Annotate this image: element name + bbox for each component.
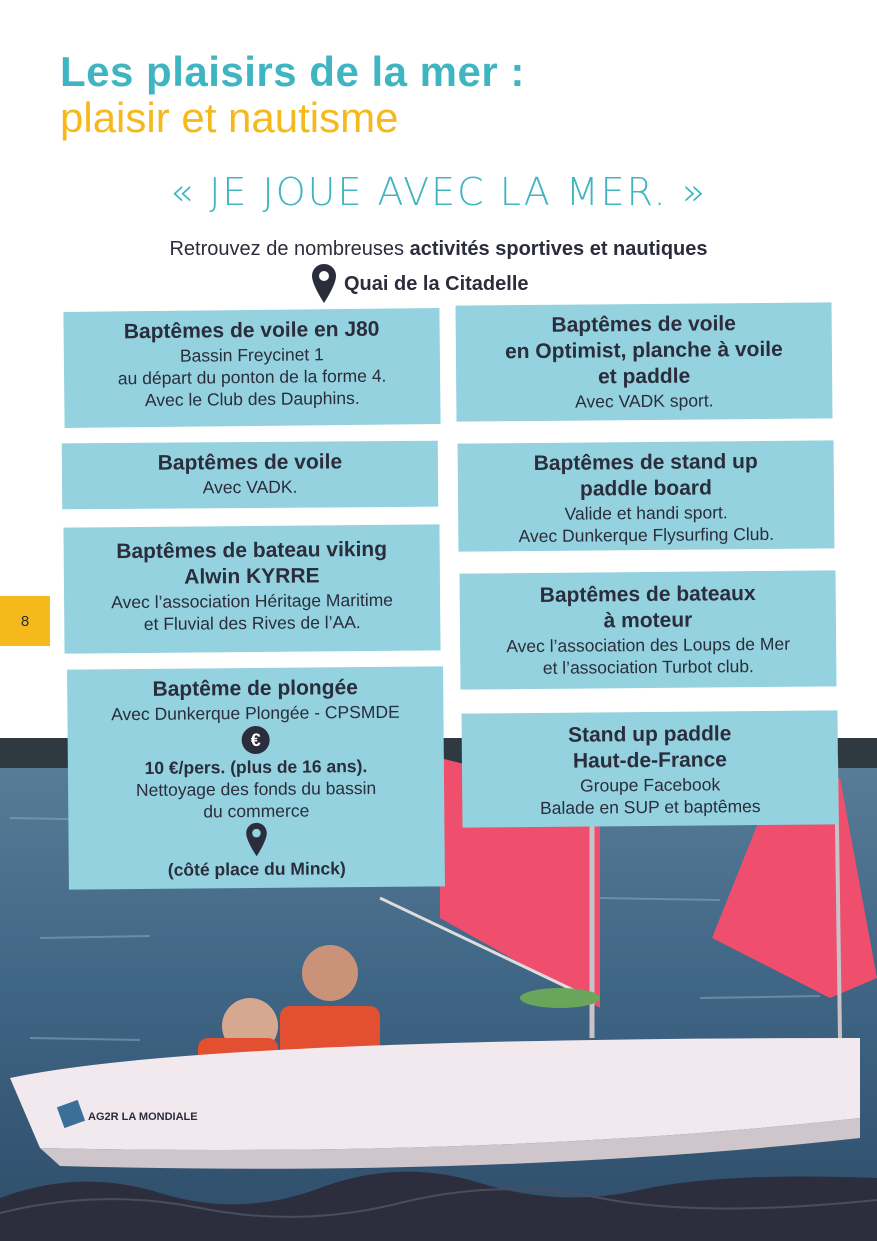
box-text: Avec le Club des Dauphins.	[144, 387, 360, 411]
map-pin-icon	[310, 263, 338, 305]
box-title: Baptême de plongée	[152, 676, 359, 701]
box-text: Avec l’association Héritage Maritime	[111, 589, 394, 613]
box-title: en Optimist, planche à voile	[504, 337, 783, 364]
activity-box-moteur	[460, 570, 837, 689]
map-pin-icon	[78, 820, 434, 859]
box-title: Baptêmes de voile en J80	[123, 317, 380, 344]
location	[310, 262, 529, 306]
box-title: Baptêmes de voile	[551, 312, 736, 337]
box-text: Avec Dunkerque Flysurfing Club.	[518, 523, 775, 547]
box-text: Bassin Freycinet 1	[179, 344, 324, 366]
activity-box-viking	[63, 524, 440, 653]
box-text: au départ du ponton de la forme 4.	[117, 365, 387, 389]
box-title: à moteur	[603, 608, 693, 633]
box-title: paddle board	[579, 476, 712, 501]
page-number: 8	[0, 596, 50, 646]
page-subtitle: plaisir et nautisme	[60, 94, 399, 141]
boat-text: AG2R LA MONDIALE	[88, 1111, 198, 1123]
box-text: Nettoyage des fonds du bassin	[135, 777, 377, 801]
box-title: et paddle	[597, 364, 691, 389]
box-title: Baptêmes de bateau viking	[116, 537, 388, 564]
activity-box-voile-j80	[63, 308, 440, 428]
box-text: et Fluvial des Rives de l’AA.	[143, 612, 361, 634]
intro-text	[0, 238, 877, 261]
activity-box-voile-vadk	[62, 441, 438, 510]
box-text: Valide et handi sport.	[564, 502, 728, 524]
activity-box-stand-up	[458, 440, 835, 551]
box-text: Avec VADK.	[202, 476, 298, 498]
activity-box-voile-optimist	[456, 302, 833, 421]
box-title: Baptêmes de bateaux	[539, 582, 756, 607]
box-text: du commerce	[203, 800, 310, 822]
box-text: Avec l’association des Loups de Mer	[506, 633, 791, 657]
box-price: 10 €/pers. (plus de 16 ans).	[144, 756, 368, 778]
location-label: Quai de la Citadelle	[344, 272, 529, 295]
box-text: Avec VADK sport.	[575, 390, 714, 412]
intro-bold: activités sportives et nautiques	[409, 238, 708, 260]
activity-box-sup-hdf	[462, 710, 839, 827]
box-text: et l’association Turbot club.	[542, 656, 754, 678]
box-text: Avec Dunkerque Plongée - CPSMDE	[111, 701, 400, 725]
box-text: Balade en SUP et baptêmes	[539, 796, 761, 818]
activity-box-plongee	[67, 666, 445, 889]
euro-icon: €	[242, 726, 270, 754]
box-title: Stand up paddle	[567, 722, 732, 747]
quote: « JE JOUE AVEC LA MER. »	[169, 170, 708, 214]
box-title: Baptêmes de voile	[157, 450, 343, 475]
intro-prefix: Retrouvez de nombreuses	[169, 238, 410, 260]
box-title: Haut-de-France	[572, 748, 728, 773]
box-title: Alwin KYRRE	[184, 564, 320, 589]
box-place: (côté place du Minck)	[167, 858, 346, 880]
box-text: Groupe Facebook	[580, 774, 721, 796]
page-title: Les plaisirs de la mer :	[60, 48, 525, 95]
box-title: Baptêmes de stand up	[533, 450, 758, 475]
